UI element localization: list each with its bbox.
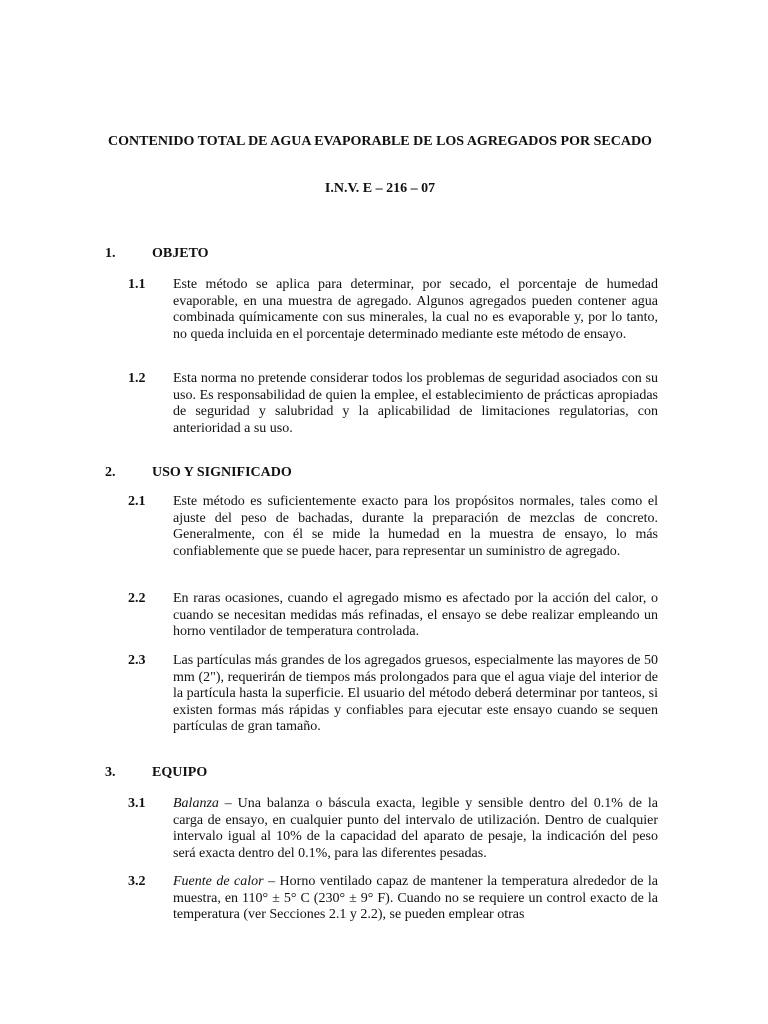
clause-number: 3.1 bbox=[128, 796, 146, 811]
section-heading-objeto bbox=[105, 246, 209, 263]
section-number: 3. bbox=[105, 765, 116, 780]
clause-text: Esta norma no pretende considerar todos los problemas de seguridad asociados con su uso. Es responsabilidad de quien la emplee, el establecimiento de prácticas apropiadas de seguridad y salubridad y la aplicabilidad de limitaciones regulatorias, con anterioridad a su uso. bbox=[173, 371, 658, 436]
section-title: USO Y SIGNIFICADO bbox=[152, 465, 292, 480]
clause-number: 2.2 bbox=[128, 591, 146, 606]
page-title: CONTENIDO TOTAL DE AGUA EVAPORABLE DE LOS AGREGADOS POR SECADO bbox=[108, 134, 652, 149]
clause-number: 3.2 bbox=[128, 874, 146, 889]
section-title: EQUIPO bbox=[152, 765, 208, 780]
section-title: OBJETO bbox=[152, 246, 209, 261]
clause-text: Las partículas más grandes de los agregados gruesos, especialmente las mayores de 50 mm (2"), requerirán de tiempos más prolongados para que el agua viaje del interior de la partícula hasta la superficie. El usuario del método deberá determinar por tanteos, si existen formas más rápidas y confiables para ejecutar este ensayo cuando se sequen partículas de gran tamaño. bbox=[173, 653, 658, 734]
clause-number: 1.2 bbox=[128, 371, 146, 386]
clause-body: – Una balanza o báscula exacta, legible y sensible dentro del 0.1% de la carga de ensayo, en cualquier punto del intervalo de utilización. Dentro de cualquier intervalo igual al 10% de la capacidad del aparato de pesaje, la indicación del peso será exacta dentro del 0.1%, para las diferentes pesadas. bbox=[173, 796, 658, 861]
clause-text bbox=[173, 874, 658, 924]
clause-number: 1.1 bbox=[128, 277, 146, 292]
section-number: 1. bbox=[105, 246, 116, 261]
clause-number: 2.3 bbox=[128, 653, 146, 668]
clause-body: – Horno ventilado capaz de mantener la temperatura alrededor de la muestra, en 110° ± 5° C (230° ± 9° F). Cuando no se requiere un control exacto de la temperatura (ver Secciones 2.1 y 2.2), se pueden emplear otras bbox=[173, 874, 658, 922]
clause-text bbox=[173, 796, 658, 862]
section-heading-uso-y-significado bbox=[105, 465, 292, 482]
clause-term: Fuente de calor bbox=[173, 874, 264, 889]
standard-code: I.N.V. E – 216 – 07 bbox=[324, 181, 436, 196]
section-number: 2. bbox=[105, 465, 116, 480]
clause-number: 2.1 bbox=[128, 494, 146, 509]
clause-text: Este método es suficientemente exacto para los propósitos normales, tales como el ajuste del peso de bachadas, durante la preparación de mezclas de concreto. Generalmente, con él se mide la humedad en la muestra de ensayo, lo más confiablemente que se puede hacer, para representar un suministro de agregado. bbox=[173, 494, 658, 559]
clause-text: Este método se aplica para determinar, por secado, el porcentaje de humedad evaporable, en una muestra de agregado. Algunos agregados pueden contener agua combinada químicamente con sus minerales, la cual no es evaporable y, por lo tanto, no queda incluida en el porcentaje determinado mediante este método de ensayo. bbox=[173, 277, 658, 342]
clause-text: En raras ocasiones, cuando el agregado mismo es afectado por la acción del calor, o cuando se necesitan medidas más refinadas, el ensayo se debe realizar empleando un horno ventilador de temperatura controlada. bbox=[173, 591, 658, 639]
section-heading-equipo bbox=[105, 765, 207, 782]
clause-term: Balanza bbox=[173, 796, 219, 811]
